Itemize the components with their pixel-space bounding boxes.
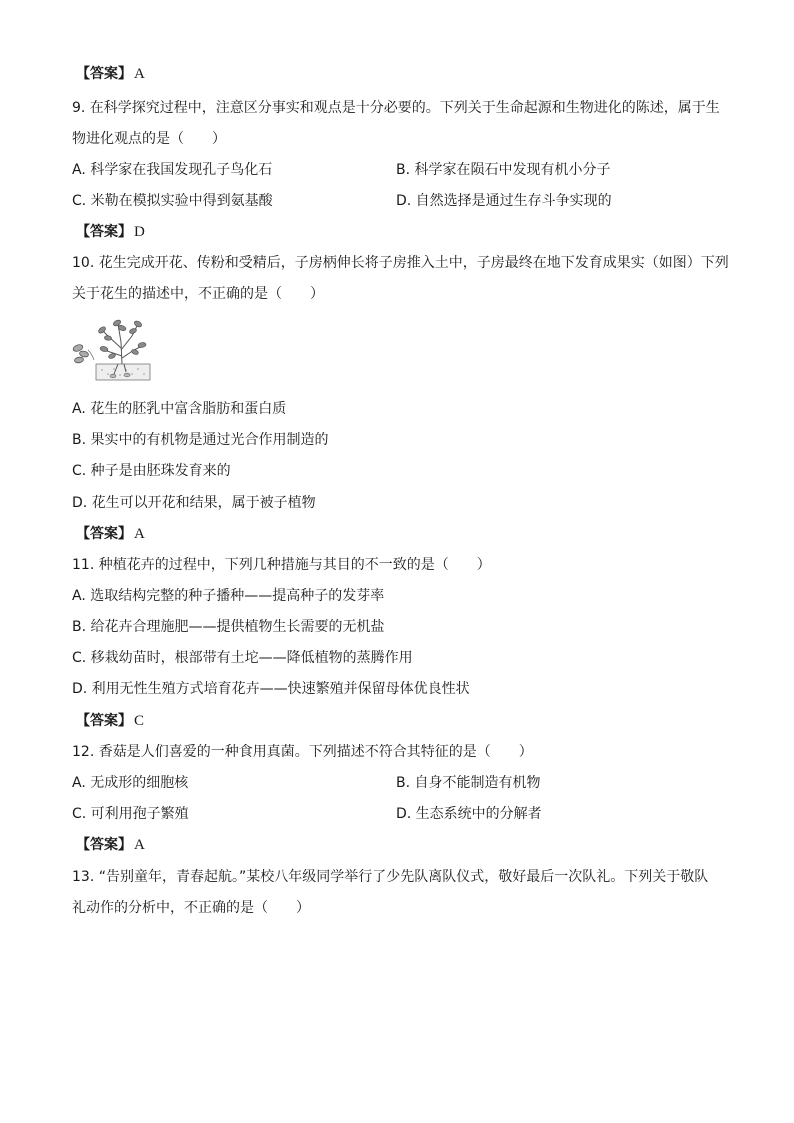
question-9-option-d: D. 自然选择是通过生存斗争实现的 bbox=[396, 193, 612, 209]
question-9-option-b: B. 科学家在陨石中发现有机小分子 bbox=[396, 162, 611, 178]
answer-q11 bbox=[76, 711, 144, 731]
question-9-stem-line-2: 物进化观点的是（ ） bbox=[72, 131, 226, 147]
answer-value: C bbox=[134, 713, 145, 729]
question-9-stem-line-1: 9. 在科学探究过程中，注意区分事实和观点是十分必要的。下列关于生命起源和生物进化的陈述，属于生 bbox=[72, 100, 720, 116]
peanut-plant-icon bbox=[72, 314, 154, 386]
question-9-option-a: A. 科学家在我国发现孔子鸟化石 bbox=[72, 162, 273, 178]
answer-label: 【答案】 bbox=[76, 526, 132, 542]
answer-value: D bbox=[134, 224, 145, 240]
answer-value: A bbox=[134, 66, 145, 82]
question-11-option-d: D. 利用无性生殖方式培育花卉——快速繁殖并保留母体优良性状 bbox=[72, 681, 470, 697]
answer-label: 【答案】 bbox=[76, 224, 132, 240]
answer-label: 【答案】 bbox=[76, 713, 132, 729]
question-11-option-a: A. 选取结构完整的种子播种——提高种子的发芽率 bbox=[72, 588, 385, 604]
question-11-option-c: C. 移栽幼苗时，根部带有土坨——降低植物的蒸腾作用 bbox=[72, 650, 413, 666]
question-12-option-d: D. 生态系统中的分解者 bbox=[396, 806, 542, 822]
question-12-option-a: A. 无成形的细胞核 bbox=[72, 775, 189, 791]
question-12-stem-line-1: 12. 香菇是人们喜爱的一种食用真菌。下列描述不符合其特征的是（ ） bbox=[72, 744, 533, 760]
question-13-stem-line-2: 礼动作的分析中，不正确的是（ ） bbox=[72, 900, 310, 916]
answer-label: 【答案】 bbox=[76, 837, 132, 853]
question-11-stem-line-1: 11. 种植花卉的过程中，下列几种措施与其目的不一致的是（ ） bbox=[72, 557, 491, 573]
answer-q10 bbox=[76, 524, 145, 544]
question-10-option-b: B. 果实中的有机物是通过光合作用制造的 bbox=[72, 432, 329, 448]
question-10-option-a: A. 花生的胚乳中富含脂肪和蛋白质 bbox=[72, 401, 287, 417]
answer-q8 bbox=[76, 64, 145, 84]
question-10-option-c: C. 种子是由胚珠发育来的 bbox=[72, 463, 231, 479]
question-11-option-b: B. 给花卉合理施肥——提供植物生长需要的无机盐 bbox=[72, 619, 385, 635]
question-13-stem-line-1: 13. “告别童年，青春起航。”某校八年级同学举行了少先队离队仪式，敬好最后一次队礼。下列关于敬队 bbox=[72, 869, 709, 885]
question-12-option-b: B. 自身不能制造有机物 bbox=[396, 775, 541, 791]
question-10-option-d: D. 花生可以开花和结果，属于被子植物 bbox=[72, 495, 316, 511]
answer-label: 【答案】 bbox=[76, 66, 132, 82]
answer-value: A bbox=[134, 526, 145, 542]
question-12-option-c: C. 可利用孢子繁殖 bbox=[72, 806, 189, 822]
question-9-option-c: C. 米勒在模拟实验中得到氨基酸 bbox=[72, 193, 273, 209]
question-10-stem-line-2: 关于花生的描述中，不正确的是（ ） bbox=[72, 286, 324, 302]
answer-q12 bbox=[76, 835, 145, 855]
answer-q9 bbox=[76, 222, 145, 242]
answer-value: A bbox=[134, 837, 145, 853]
question-10-stem-line-1: 10. 花生完成开花、传粉和受精后，子房柄伸长将子房推入土中，子房最终在地下发育成果实（如图）下列 bbox=[72, 255, 729, 271]
